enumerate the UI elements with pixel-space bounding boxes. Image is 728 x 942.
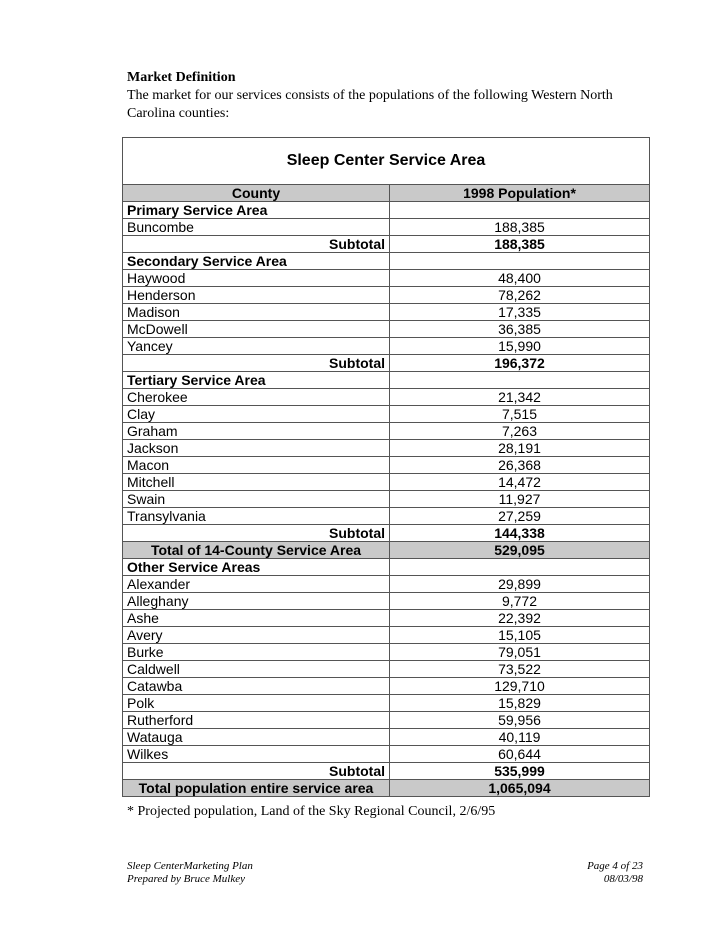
table-row: [123, 457, 650, 474]
county-cell: Swain: [123, 491, 390, 508]
intro-paragraph: The market for our services consists of the populations of the following Western North Carolina counties:: [127, 88, 613, 121]
county-cell: Buncombe: [123, 219, 390, 236]
subtotal-label: Subtotal: [123, 355, 390, 372]
county-cell: Polk: [123, 695, 390, 712]
county-cell: Henderson: [123, 287, 390, 304]
table-row: [123, 474, 650, 491]
county-cell: Yancey: [123, 338, 390, 355]
table-row: [123, 627, 650, 644]
population-cell: 79,051: [390, 644, 650, 661]
section-header-row: [123, 202, 650, 219]
table-row: [123, 712, 650, 729]
county-cell: Jackson: [123, 440, 390, 457]
county-cell: Caldwell: [123, 661, 390, 678]
county-cell: Avery: [123, 627, 390, 644]
total-row: [123, 542, 650, 559]
county-cell: Ashe: [123, 610, 390, 627]
footer-left: [127, 860, 253, 886]
section-blank-cell: [390, 372, 650, 389]
county-cell: Transylvania: [123, 508, 390, 525]
table-row: [123, 287, 650, 304]
footer-document-title: Sleep CenterMarketing Plan: [127, 860, 253, 872]
county-cell: Alleghany: [123, 593, 390, 610]
population-cell: 22,392: [390, 610, 650, 627]
service-area-table: [122, 137, 650, 797]
section-name: Secondary Service Area: [123, 253, 390, 270]
population-cell: 59,956: [390, 712, 650, 729]
population-cell: 40,119: [390, 729, 650, 746]
county-cell: Cherokee: [123, 389, 390, 406]
subtotal-row: [123, 236, 650, 253]
subtotal-value: 144,338: [390, 525, 650, 542]
subtotal-row: [123, 525, 650, 542]
population-cell: 48,400: [390, 270, 650, 287]
table-title-row: [123, 138, 650, 185]
table-row: [123, 423, 650, 440]
subtotal-row: [123, 763, 650, 780]
total-value: 529,095: [390, 542, 650, 559]
population-cell: 7,263: [390, 423, 650, 440]
total-value: 1,065,094: [390, 780, 650, 797]
population-cell: 11,927: [390, 491, 650, 508]
total-label: Total of 14-County Service Area: [123, 542, 390, 559]
county-cell: Madison: [123, 304, 390, 321]
subtotal-label: Subtotal: [123, 525, 390, 542]
county-cell: Rutherford: [123, 712, 390, 729]
population-cell: 73,522: [390, 661, 650, 678]
subtotal-value: 196,372: [390, 355, 650, 372]
population-cell: 15,105: [390, 627, 650, 644]
population-cell: 78,262: [390, 287, 650, 304]
county-cell: Alexander: [123, 576, 390, 593]
subtotal-label: Subtotal: [123, 763, 390, 780]
table-row: [123, 576, 650, 593]
population-cell: 129,710: [390, 678, 650, 695]
county-cell: Watauga: [123, 729, 390, 746]
population-cell: 14,472: [390, 474, 650, 491]
county-cell: Graham: [123, 423, 390, 440]
section-header-row: [123, 559, 650, 576]
table-row: [123, 338, 650, 355]
section-blank-cell: [390, 253, 650, 270]
county-cell: Burke: [123, 644, 390, 661]
county-cell: Mitchell: [123, 474, 390, 491]
county-cell: McDowell: [123, 321, 390, 338]
footer-author: Prepared by Bruce Mulkey: [127, 873, 245, 885]
table-row: [123, 406, 650, 423]
table-row: [123, 644, 650, 661]
county-cell: Wilkes: [123, 746, 390, 763]
footer-page-number: Page 4 of 23: [587, 860, 643, 872]
section-name: Tertiary Service Area: [123, 372, 390, 389]
table-row: [123, 304, 650, 321]
county-cell: Haywood: [123, 270, 390, 287]
table-row: [123, 746, 650, 763]
table-row: [123, 678, 650, 695]
table-row: [123, 219, 650, 236]
column-header-county: County: [123, 185, 390, 202]
column-header-population: 1998 Population*: [390, 185, 650, 202]
subtotal-value: 188,385: [390, 236, 650, 253]
population-cell: 28,191: [390, 440, 650, 457]
table-row: [123, 508, 650, 525]
footer-right: [587, 860, 643, 886]
table-row: [123, 729, 650, 746]
population-cell: 36,385: [390, 321, 650, 338]
table-header-row: [123, 185, 650, 202]
population-cell: 60,644: [390, 746, 650, 763]
population-cell: 17,335: [390, 304, 650, 321]
intro-block: [127, 69, 647, 123]
table-row: [123, 440, 650, 457]
population-cell: 29,899: [390, 576, 650, 593]
table-row: [123, 321, 650, 338]
table-row: [123, 389, 650, 406]
population-cell: 26,368: [390, 457, 650, 474]
county-cell: Macon: [123, 457, 390, 474]
table-row: [123, 661, 650, 678]
population-cell: 15,829: [390, 695, 650, 712]
subtotal-value: 535,999: [390, 763, 650, 780]
section-header-row: [123, 372, 650, 389]
total-row: [123, 780, 650, 797]
table-row: [123, 593, 650, 610]
section-blank-cell: [390, 559, 650, 576]
total-label: Total population entire service area: [123, 780, 390, 797]
population-cell: 15,990: [390, 338, 650, 355]
footer-date: 08/03/98: [603, 873, 643, 885]
table-title: Sleep Center Service Area: [123, 138, 650, 185]
table-body: [123, 138, 650, 797]
table-row: [123, 695, 650, 712]
table-row: [123, 610, 650, 627]
section-name: Primary Service Area: [123, 202, 390, 219]
subtotal-row: [123, 355, 650, 372]
section-header-row: [123, 253, 650, 270]
section-name: Other Service Areas: [123, 559, 390, 576]
population-cell: 27,259: [390, 508, 650, 525]
population-cell: 21,342: [390, 389, 650, 406]
county-cell: Catawba: [123, 678, 390, 695]
footnote: * Projected population, Land of the Sky Regional Council, 2/6/95: [127, 804, 496, 819]
section-heading: Market Definition: [127, 70, 236, 85]
county-cell: Clay: [123, 406, 390, 423]
table-row: [123, 491, 650, 508]
section-blank-cell: [390, 202, 650, 219]
population-cell: 7,515: [390, 406, 650, 423]
table-row: [123, 270, 650, 287]
population-cell: 188,385: [390, 219, 650, 236]
population-cell: 9,772: [390, 593, 650, 610]
subtotal-label: Subtotal: [123, 236, 390, 253]
